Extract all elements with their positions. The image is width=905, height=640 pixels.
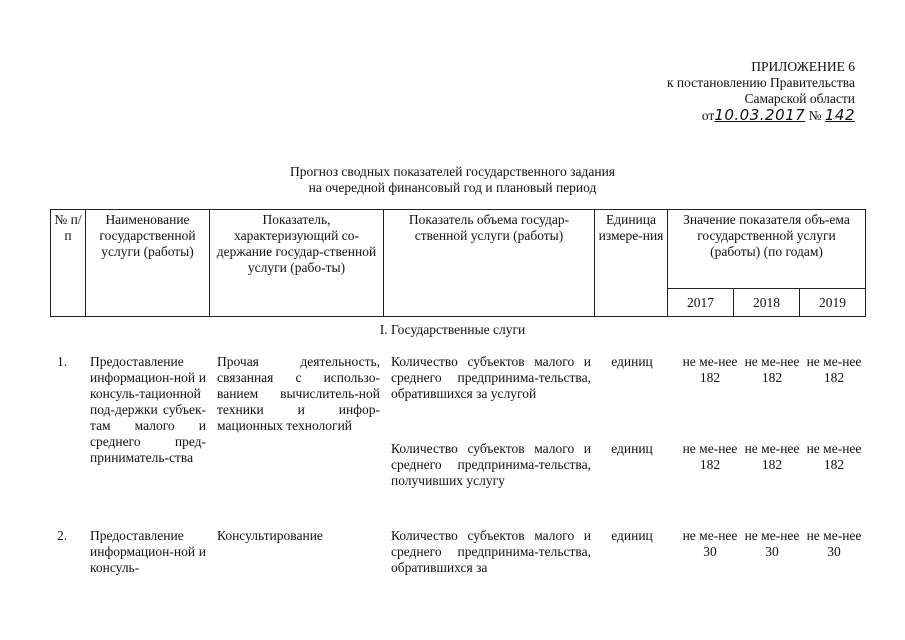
row-1-volume-1: Количество субъектов малого и среднего предпринима-тельства, обратившихся за услугой [391, 354, 591, 401]
header-year-2018: 2018 [734, 289, 800, 317]
header-unit: Единица измере-ния [595, 210, 668, 317]
row-1-service-name: Предоставление информацион-ной и консуль-тационной под-держки субъек-там малого и среднего пред-приниматель-ства [90, 354, 206, 465]
row-1-value-1-2018: не ме-нее 182 [744, 354, 800, 385]
row-1-num: 1. [57, 354, 68, 369]
row-2-value-1-2017: не ме-нее 30 [682, 528, 738, 559]
appendix-line-3: Самарской области [744, 91, 855, 106]
row-2-num: 2. [57, 528, 68, 543]
header-year-2017: 2017 [668, 289, 734, 317]
handwritten-number: 142 [824, 106, 855, 124]
row-2-value-1-2018: не ме-нее 30 [744, 528, 800, 559]
header-year-2019: 2019 [800, 289, 866, 317]
row-2-volume-1: Количество субъектов малого и среднего предпринима-тельства, обратившихся за [391, 528, 591, 575]
appendix-from-label: от [701, 108, 715, 123]
row-1-value-1-2017: не ме-нее 182 [682, 354, 738, 385]
header-value: Значение показателя объ-ема государственной услуги (работы) (по годам) [668, 210, 866, 289]
header-table [50, 209, 866, 317]
row-1-unit-1: единиц [611, 354, 653, 369]
row-1-value-2-2019: не ме-нее 182 [806, 441, 862, 472]
title-line-2: на очередной финансовый год и плановый период [308, 180, 597, 195]
row-2-indicator: Консультирование [217, 528, 323, 543]
appendix-number-sign: № [808, 108, 822, 123]
document-title [0, 164, 905, 196]
row-2-unit-1: единиц [611, 528, 653, 543]
row-1-value-2-2017: не ме-нее 182 [682, 441, 738, 472]
appendix-title: ПРИЛОЖЕНИЕ 6 [751, 59, 855, 74]
row-2-value-1-2019: не ме-нее 30 [806, 528, 862, 559]
row-1-value-2-2018: не ме-нее 182 [744, 441, 800, 472]
section-heading: I. Государственные слуги [379, 322, 526, 337]
header-service-name: Наименование государственной услуги (работы) [86, 210, 210, 317]
appendix-line-2: к постановлению Правительства [666, 75, 855, 90]
appendix-block [555, 59, 855, 124]
handwritten-date: 10.03.2017 [714, 106, 806, 124]
row-2-service-name: Предоставление информацион-ной и консуль- [90, 528, 206, 575]
header-volume: Показатель объема государ-ственной услуги (работы) [384, 210, 595, 317]
row-1-indicator: Прочая деятельность, связанная с использо-ванием вычислитель-ной техники и инфор-мационных технологий [217, 354, 380, 433]
row-1-value-1-2019: не ме-нее 182 [806, 354, 862, 385]
header-num: № п/п [51, 210, 86, 317]
title-line-1: Прогноз сводных показателей государственного задания [289, 164, 616, 179]
row-1-volume-2: Количество субъектов малого и среднего предпринима-тельства, получивших услугу [391, 441, 591, 488]
row-1-unit-2: единиц [611, 441, 653, 456]
appendix-date-line [555, 107, 855, 124]
header-indicator: Показатель, характеризующий со-держание государ-ственной услуги (рабо-ты) [210, 210, 384, 317]
